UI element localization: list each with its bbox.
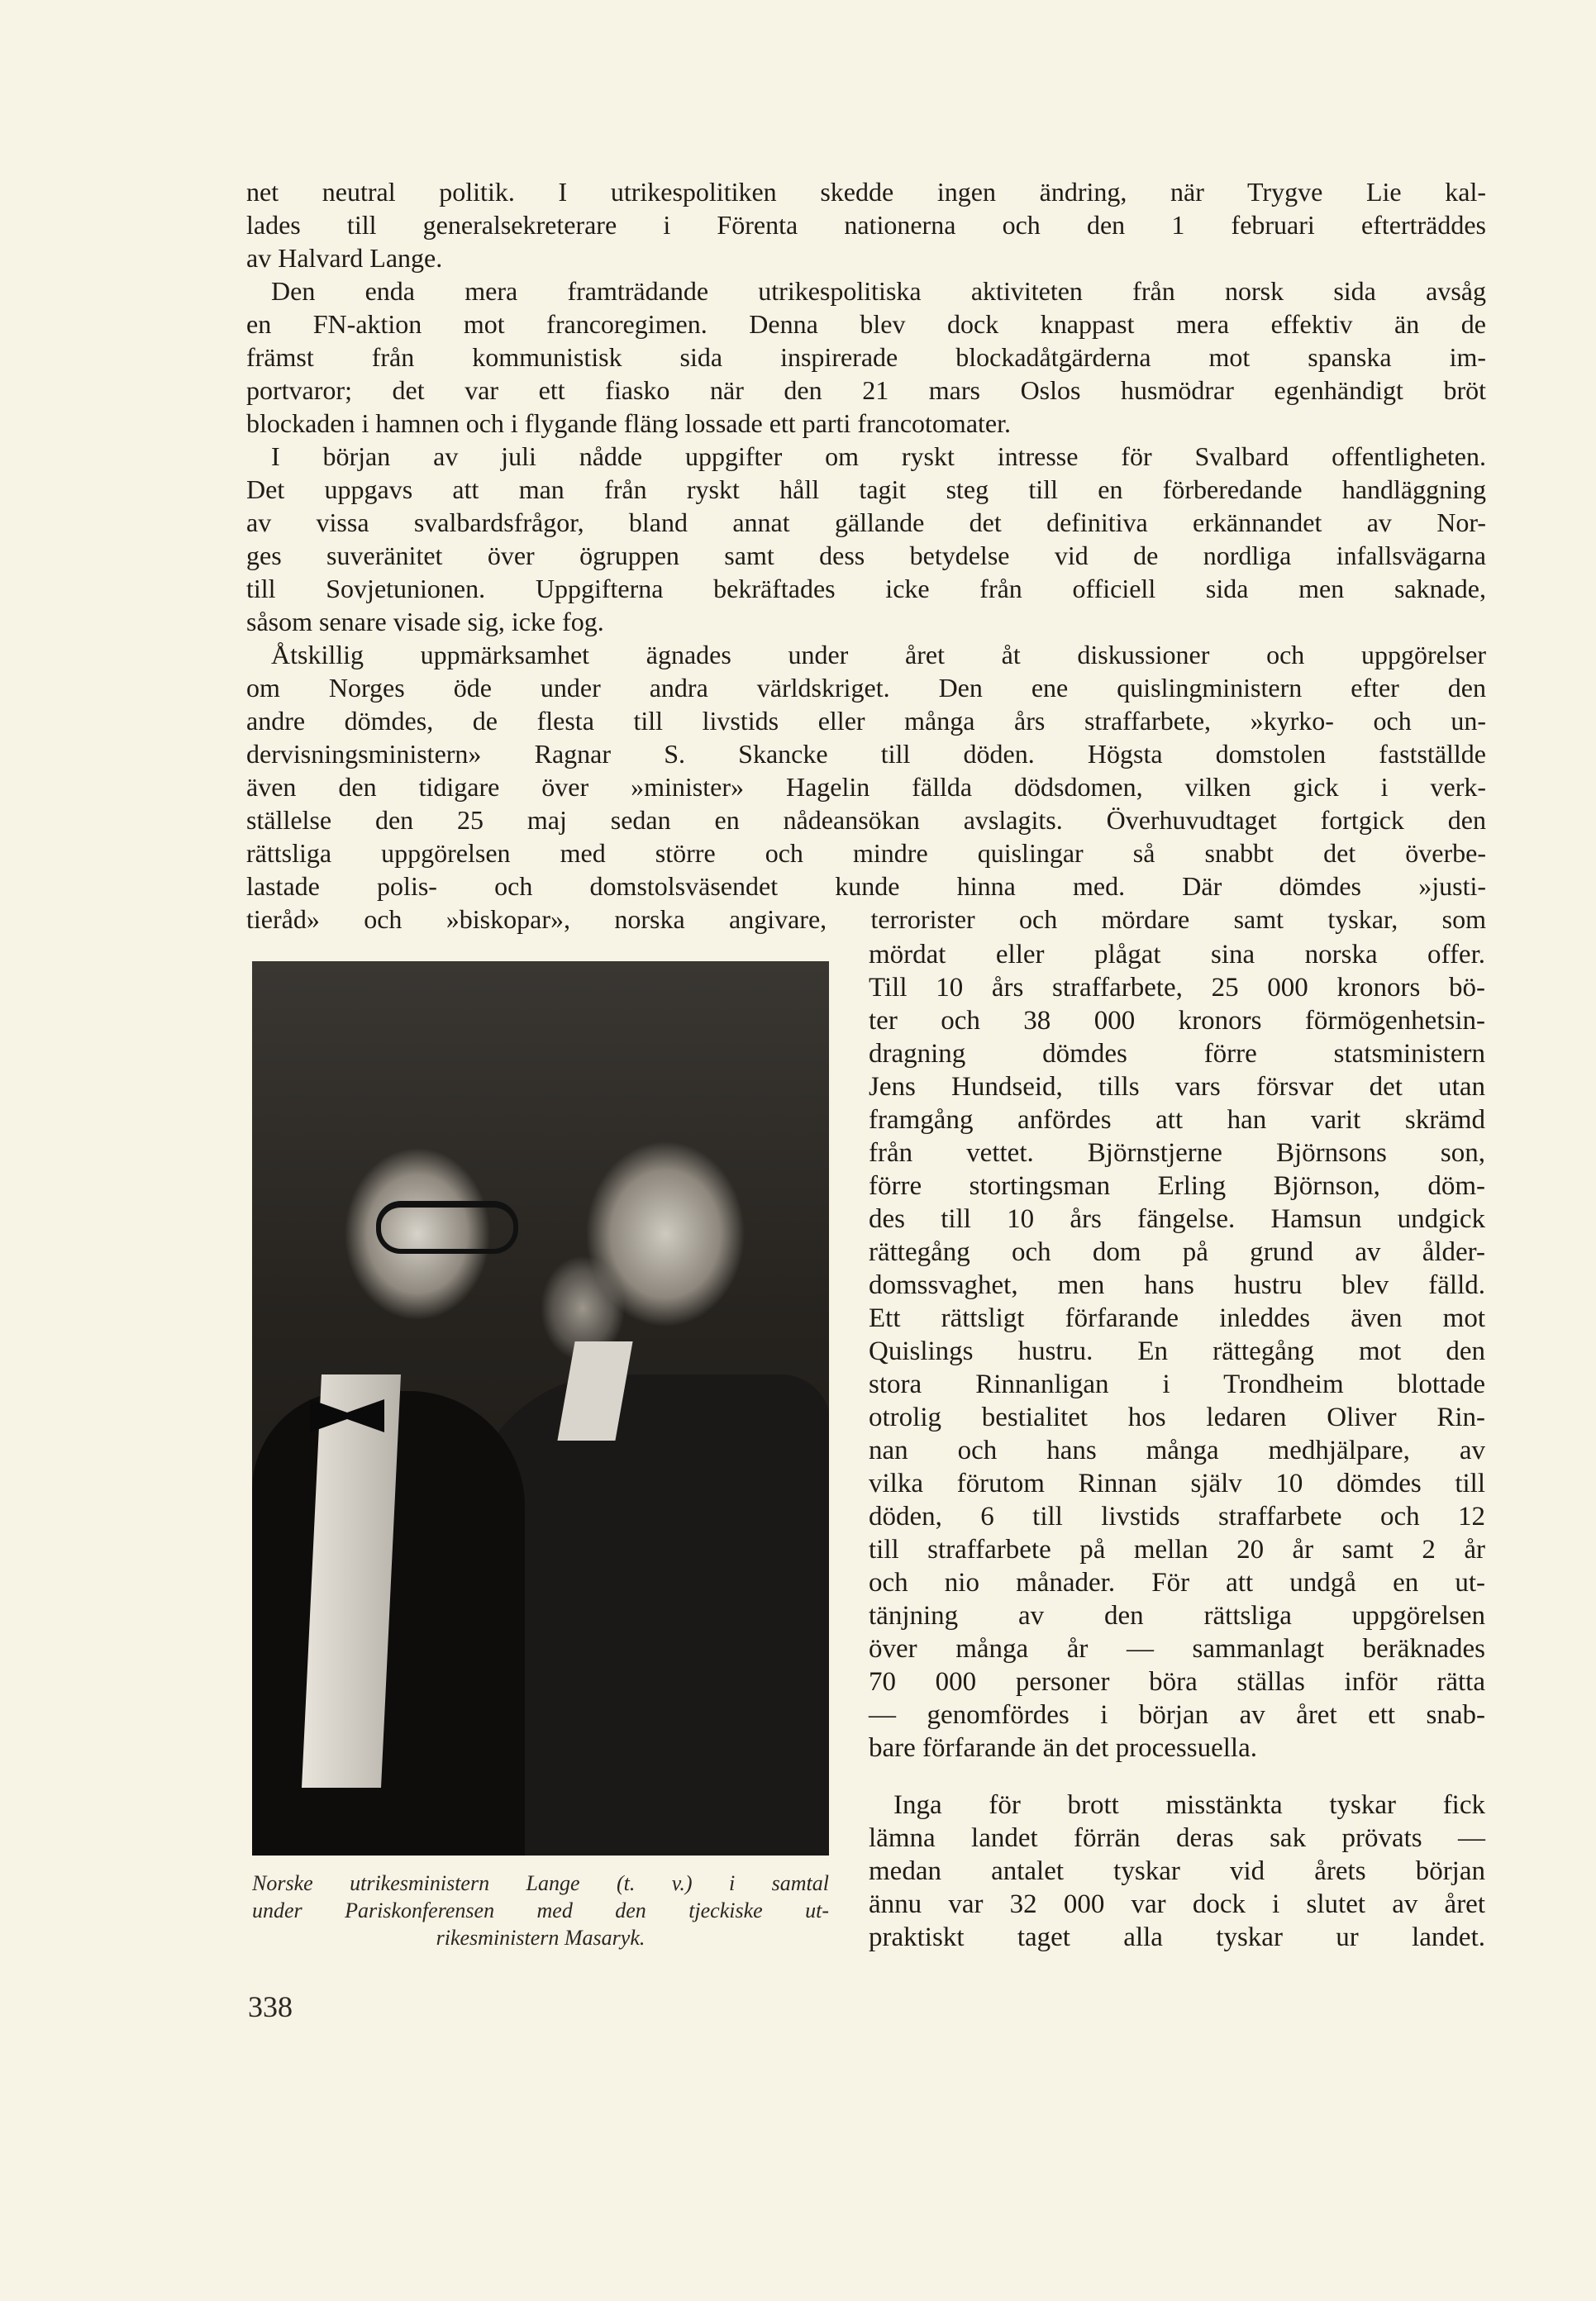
text-line: framgång anfördes att han varit skrämd (869, 1105, 1485, 1135)
text-line: till Sovjetunionen. Uppgifterna bekräftades icke från officiell sida men saknade, (246, 574, 1486, 603)
photo-glasses (376, 1201, 518, 1254)
text-line: över många år — sammanlagt beräknades (869, 1634, 1485, 1664)
text-line: främst från kommunistisk sida inspirerade blockadåtgärderna mot spanska im- (246, 342, 1486, 372)
photograph (252, 961, 829, 1856)
paragraph (246, 638, 1486, 936)
text-line: domssvaghet, men hans hustru blev fälld. (869, 1270, 1485, 1300)
text-line: Quislings hustru. En rättegång mot den (869, 1336, 1485, 1366)
caption-line: rikesministern Masaryk. (436, 1926, 646, 1950)
text-line: lastade polis- och domstolsväsendet kunde hinna med. Där dömdes »justi- (246, 871, 1486, 901)
text-line: andre dömdes, de flesta till livstids eller många års straffarbete, »kyrko- och un- (246, 706, 1486, 736)
text-line: Jens Hundseid, tills vars försvar det utan (869, 1072, 1485, 1102)
text-line: stora Rinnanligan i Trondheim blottade (869, 1370, 1485, 1399)
paragraph (246, 274, 1486, 440)
text-line: nan och hans många medhjälpare, av (869, 1436, 1485, 1465)
text-line: portvaror; det var ett fiasko när den 21 mars Oslos husmödrar egenhändigt bröt (246, 375, 1486, 405)
text-line: lämna landet förrän deras sak prövats — (869, 1823, 1485, 1853)
text-line: — genomfördes i början av året ett snab- (869, 1700, 1485, 1730)
text-line: ställelse den 25 maj sedan en nådeansökan avslagits. Överhuvudtaget fortgick den (246, 805, 1486, 835)
text-line: ter och 38 000 kronors förmögenhetsin- (869, 1006, 1485, 1036)
text-line: även den tidigare över »minister» Hagelin fällda dödsdomen, vilken gick i verk- (246, 772, 1486, 802)
text-line: Den enda mera framträdande utrikespolitiska aktiviteten från norsk sida avsåg (271, 276, 1486, 306)
text-line: ges suveränitet över ögruppen samt dess betydelse vid de nordliga infallsvägarna (246, 541, 1486, 570)
text-line: dragning dömdes förre statsministern (869, 1039, 1485, 1069)
page-number: 338 (248, 1990, 293, 2023)
paragraph (869, 938, 1485, 1765)
text-line: tänjning av den rättsliga uppgörelsen (869, 1601, 1485, 1631)
text-line: såsom senare visade sig, icke fog. (246, 607, 604, 636)
text-line: Inga för brott misstänkta tyskar fick (893, 1790, 1485, 1820)
text-column-right (869, 938, 1485, 1954)
text-line: Ett rättsligt förfarande inleddes även mot (869, 1303, 1485, 1333)
paragraph (246, 440, 1486, 638)
paragraph (869, 1789, 1485, 1954)
text-line: av Halvard Lange. (246, 243, 443, 273)
caption-line: Norske utrikesministern Lange (t. v.) i samtal (252, 1871, 829, 1895)
text-line: des till 10 års fängelse. Hamsun undgick (869, 1204, 1485, 1234)
text-line: vilka förutom Rinnan själv 10 dömdes till (869, 1469, 1485, 1498)
text-line: från vettet. Björnstjerne Björnsons son, (869, 1138, 1485, 1168)
text-line: blockaden i hamnen och i flygande fläng lossade ett parti francotomater. (246, 408, 1011, 438)
text-line: I början av juli nådde uppgifter om ryskt intresse för Svalbard offentligheten. (271, 441, 1486, 471)
text-line: mördat eller plågat sina norska offer. (869, 940, 1485, 969)
text-line: Till 10 års straffarbete, 25 000 kronors bö- (869, 973, 1485, 1003)
text-line: döden, 6 till livstids straffarbete och 12 (869, 1502, 1485, 1532)
text-line: net neutral politik. I utrikespolitiken skedde ingen ändring, när Trygve Lie kal- (246, 177, 1486, 207)
text-line: dervisningsministern» Ragnar S. Skancke till döden. Högsta domstolen fastställde (246, 739, 1486, 769)
text-line: 70 000 personer böra ställas inför rätta (869, 1667, 1485, 1697)
caption-line: under Pariskonferensen med den tjeckiske ut- (252, 1898, 829, 1922)
text-column-top (246, 175, 1486, 936)
text-line: rättegång och dom på grund av ålder- (869, 1237, 1485, 1267)
text-line: Det uppgavs att man från ryskt håll tagit steg till en förberedande handläggning (246, 474, 1486, 504)
text-line: medan antalet tyskar vid årets början (869, 1856, 1485, 1886)
photo-caption (252, 1870, 829, 1951)
text-line: en FN-aktion mot francoregimen. Denna blev dock knappast mera effektiv än de (246, 309, 1486, 339)
text-line: av vissa svalbardsfrågor, bland annat gällande det definitiva erkännandet av Nor- (246, 507, 1486, 537)
text-line: bare förfarande än det processuella. (869, 1733, 1257, 1763)
text-line: tieråd» och »biskopar», norska angivare, terrorister och mördare samt tyskar, som (246, 904, 1486, 934)
paragraph (246, 175, 1486, 274)
text-line: till straffarbete på mellan 20 år samt 2 år (869, 1535, 1485, 1565)
text-line: om Norges öde under andra världskriget. Den ene quislingministern efter den (246, 673, 1486, 703)
text-line: rättsliga uppgörelsen med större och mindre quislingar så snabbt det överbe- (246, 838, 1486, 868)
text-line: och nio månader. För att undgå en ut- (869, 1568, 1485, 1598)
text-line: Åtskillig uppmärksamhet ägnades under året åt diskussioner och uppgörelser (271, 640, 1486, 669)
text-line: lades till generalsekreterare i Förenta nationerna och den 1 februari efterträddes (246, 210, 1486, 240)
text-line: praktiskt taget alla tyskar ur landet. (869, 1922, 1485, 1952)
text-line: otrolig bestialitet hos ledaren Oliver Rin- (869, 1403, 1485, 1432)
text-line: ännu var 32 000 var dock i slutet av året (869, 1889, 1485, 1919)
text-line: förre stortingsman Erling Björnson, döm- (869, 1171, 1485, 1201)
